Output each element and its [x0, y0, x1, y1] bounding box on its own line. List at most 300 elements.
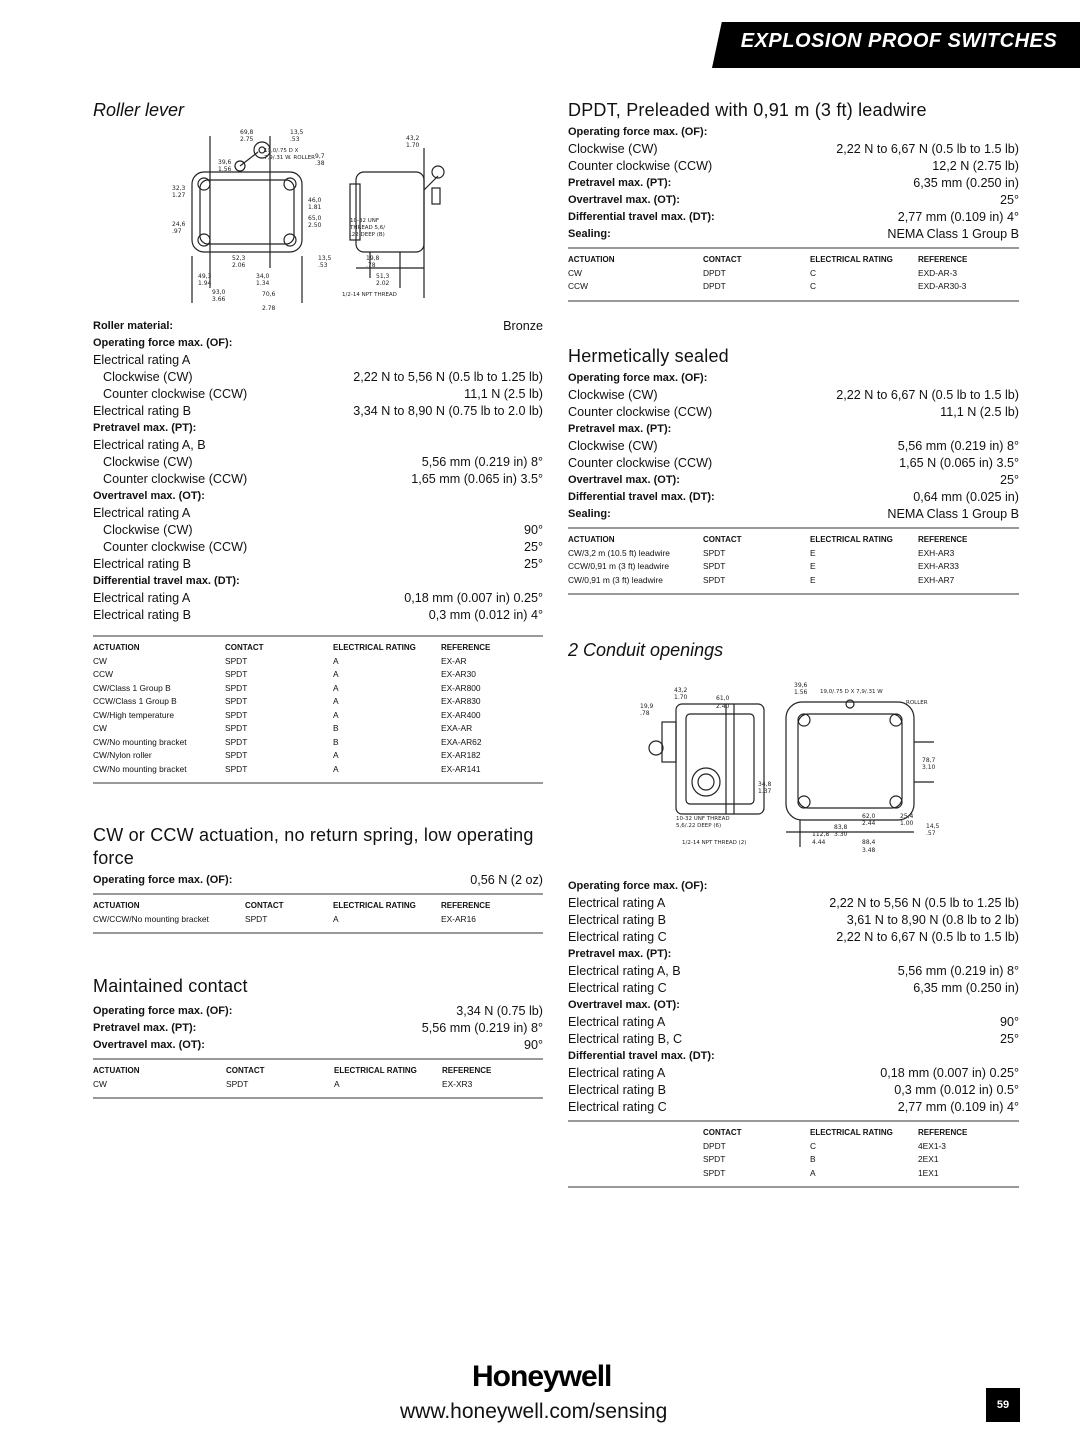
spec-row — [568, 175, 1019, 192]
col-reference: REFERENCE — [441, 901, 491, 910]
spec-row — [93, 386, 543, 403]
svg-text:1.56: 1.56 — [218, 166, 232, 173]
table-cell: A — [333, 750, 339, 760]
spec-row — [93, 369, 543, 386]
svg-text:2.40: 2.40 — [716, 703, 730, 710]
svg-text:.78: .78 — [366, 262, 376, 269]
table-cell: CW/No mounting bracket — [93, 763, 187, 774]
table-cell: CW/High temperature — [93, 709, 174, 720]
header-banner-title: EXPLOSION PROOF SWITCHES — [740, 30, 1058, 52]
spec-row — [93, 335, 543, 352]
table-row — [93, 655, 543, 669]
dpdt-table — [568, 247, 1019, 302]
spec-row — [568, 1082, 1019, 1099]
spec-value: 1,65 mm (0.065 in) 3.5° — [411, 472, 543, 486]
svg-text:43,2: 43,2 — [674, 687, 688, 694]
svg-text:.78: .78 — [640, 710, 650, 717]
table-row — [93, 695, 543, 709]
table-row — [93, 709, 543, 723]
section-title: DPDT, Preleaded with 0,91 m (3 ft) leadwire — [568, 100, 927, 120]
spec-label: Clockwise (CW) — [103, 370, 193, 384]
table-cell: EXH-AR7 — [918, 574, 955, 585]
spec-label: Sealing: — [568, 228, 611, 240]
col-reference: REFERENCE — [441, 643, 491, 652]
col-reference: REFERENCE — [918, 535, 968, 544]
table-cell: SPDT — [225, 750, 248, 760]
maintained-table — [93, 1058, 543, 1099]
col-rating: ELECTRICAL RATING — [810, 1128, 893, 1137]
spec-label: Clockwise (CW) — [103, 455, 193, 469]
table-cell: EX-AR830 — [441, 696, 481, 706]
table-header — [568, 253, 1019, 267]
spec-row — [93, 1020, 543, 1037]
svg-text:THREAD 5,6/: THREAD 5,6/ — [350, 225, 386, 231]
spec-label: Operating force max. (OF): — [568, 126, 708, 138]
spec-label: Operating force max. (OF): — [568, 372, 708, 384]
spec-label: Overtravel max. (OT): — [568, 999, 680, 1011]
table-cell: C — [810, 281, 817, 291]
spec-label: Pretravel max. (PT): — [93, 422, 197, 434]
spec-label: Differential travel max. (DT): — [568, 1050, 715, 1062]
table-cell: A — [333, 763, 339, 774]
spec-label: Electrical rating C — [568, 1100, 667, 1114]
spec-row — [93, 505, 543, 522]
col-actuation: ACTUATION — [93, 1066, 140, 1075]
spec-value: 2,22 N to 6,67 N (0.5 lb to 1.5 lb) — [836, 142, 1019, 156]
spec-value: 11,1 N (2.5 lb) — [464, 387, 543, 401]
svg-text:112,8: 112,8 — [812, 831, 830, 838]
spec-value: 90° — [523, 523, 543, 537]
spec-row — [568, 209, 1019, 226]
svg-text:93,0: 93,0 — [212, 289, 226, 296]
spec-label: Counter clockwise (CCW) — [103, 540, 248, 554]
svg-text:88,4: 88,4 — [862, 839, 876, 846]
table-cell: C — [810, 267, 817, 278]
spec-value: 0,3 mm (0.012 in) 4° — [428, 608, 543, 622]
spec-label: Operating force max. (OF): — [93, 1005, 233, 1017]
spec-row — [93, 556, 543, 573]
svg-text:1.94: 1.94 — [198, 280, 212, 287]
svg-text:1.34: 1.34 — [256, 280, 270, 287]
spec-label: Electrical rating A — [568, 1015, 666, 1029]
spec-label: Electrical rating B — [568, 1083, 666, 1097]
spec-row — [568, 895, 1019, 912]
table-cell: C — [810, 1140, 817, 1151]
table-cell: CW — [93, 655, 107, 666]
spec-row — [93, 352, 543, 369]
spec-row — [568, 455, 1019, 472]
spec-label: Counter clockwise (CCW) — [568, 159, 713, 173]
svg-text:3.10: 3.10 — [922, 764, 936, 771]
roller-lever-section — [93, 100, 543, 121]
table-header — [93, 1064, 543, 1078]
spec-row — [568, 997, 1019, 1014]
spec-row — [568, 946, 1019, 963]
table-rule-bottom — [568, 1186, 1019, 1188]
col-contact: CONTACT — [703, 255, 742, 264]
svg-text:7,9/.31 W. ROLLER: 7,9/.31 W. ROLLER — [264, 155, 315, 161]
table-header — [93, 899, 543, 913]
table-cell: CCW — [568, 281, 589, 291]
svg-text:1/2-14 NPT THREAD: 1/2-14 NPT THREAD — [342, 292, 397, 298]
spec-value: 3,34 N to 8,90 N (0.75 lb to 2.0 lb) — [353, 404, 543, 418]
spec-row — [568, 404, 1019, 421]
table-cell: SPDT — [226, 1078, 249, 1089]
spec-row — [568, 1031, 1019, 1048]
svg-text:1.00: 1.00 — [900, 820, 914, 827]
table-rule-bottom — [93, 782, 543, 784]
table-row — [568, 560, 1019, 574]
svg-text:69,8: 69,8 — [240, 129, 254, 136]
spec-row — [93, 471, 543, 488]
table-cell: B — [333, 736, 339, 747]
table-cell: EX-AR182 — [441, 750, 481, 760]
table-cell: CW — [93, 723, 107, 733]
spec-value: 3,34 N (0.75 lb) — [456, 1004, 543, 1018]
table-cell: EX-AR16 — [441, 913, 476, 924]
svg-text:51,3: 51,3 — [376, 273, 390, 280]
spec-value: 0,18 mm (0.007 in) 0.25° — [880, 1066, 1019, 1080]
svg-text:2.44: 2.44 — [862, 820, 876, 827]
table-cell: A — [334, 1078, 340, 1089]
table-rule-top — [93, 1058, 543, 1060]
spec-row — [93, 522, 543, 539]
spec-value: 2,22 N to 5,56 N (0.5 lb to 1.25 lb) — [829, 896, 1019, 910]
cw-ccw-table — [93, 893, 543, 934]
svg-text:43,2: 43,2 — [406, 135, 420, 142]
table-cell: SPDT — [703, 561, 726, 571]
spec-label: Electrical rating A, B — [568, 964, 681, 978]
spec-value: 1,65 N (0.065 in) 3.5° — [899, 456, 1019, 470]
table-cell: CW/No mounting bracket — [93, 736, 187, 747]
spec-row — [568, 158, 1019, 175]
svg-text:62,0: 62,0 — [862, 813, 876, 820]
table-cell: SPDT — [225, 682, 248, 693]
svg-text:1.56: 1.56 — [794, 689, 808, 696]
cw-ccw-section — [93, 824, 543, 934]
col-blank — [568, 1126, 703, 1140]
spec-label: Roller material: — [93, 320, 174, 332]
hermetic-section — [568, 346, 1019, 595]
spec-label: Clockwise (CW) — [568, 439, 658, 453]
table-cell: A — [333, 655, 339, 666]
svg-text:19,0/.75 D X: 19,0/.75 D X — [264, 148, 299, 154]
table-cell: A — [333, 709, 339, 720]
spec-label: Electrical rating A — [93, 591, 191, 605]
table-row — [93, 763, 543, 777]
col-contact: CONTACT — [703, 1128, 742, 1137]
page-number: 59 — [986, 1388, 1020, 1422]
svg-text:83,8: 83,8 — [834, 824, 848, 831]
spec-value: 25° — [999, 193, 1019, 207]
spec-value: 2,22 N to 5,56 N (0.5 lb to 1.25 lb) — [353, 370, 543, 384]
col-contact: CONTACT — [226, 1066, 265, 1075]
svg-text:.53: .53 — [318, 262, 328, 269]
table-cell: A — [333, 682, 339, 693]
table-row — [568, 574, 1019, 588]
table-row — [568, 1167, 1019, 1181]
table-cell: A — [333, 696, 339, 706]
spec-label: Counter clockwise (CCW) — [568, 456, 713, 470]
spec-row — [568, 506, 1019, 523]
spec-value: 25° — [523, 557, 543, 571]
spec-row — [568, 963, 1019, 980]
table-cell: A — [810, 1167, 816, 1178]
svg-text:3.48: 3.48 — [862, 847, 876, 854]
table-cell: CW/Nylon roller — [93, 750, 152, 760]
table-row — [93, 722, 543, 736]
table-cell: B — [810, 1154, 816, 1164]
table-cell: SPDT — [225, 709, 248, 720]
spec-value: 11,1 N (2.5 lb) — [940, 405, 1019, 419]
table-cell: DPDT — [703, 267, 726, 278]
spec-label: Operating force max. (OF): — [93, 337, 233, 349]
svg-text:9,7: 9,7 — [315, 153, 325, 160]
svg-text:13,5: 13,5 — [290, 129, 304, 136]
table-rule-top — [93, 635, 543, 637]
hermetic-table — [568, 527, 1019, 595]
svg-text:.97: .97 — [172, 228, 182, 235]
svg-text:24,6: 24,6 — [172, 221, 186, 228]
honeywell-logo: Honeywell — [472, 1360, 612, 1393]
table-rule-top — [568, 247, 1019, 249]
table-rule-bottom — [568, 593, 1019, 595]
svg-text:70,6: 70,6 — [262, 291, 276, 298]
table-cell: EX-AR400 — [441, 709, 481, 720]
table-header — [568, 533, 1019, 547]
spec-value: NEMA Class 1 Group B — [887, 507, 1019, 521]
spec-value: 0,3 mm (0.012 in) 0.5° — [894, 1083, 1019, 1097]
svg-text:1.70: 1.70 — [674, 694, 688, 701]
col-reference: REFERENCE — [442, 1066, 492, 1075]
spec-row — [93, 454, 543, 471]
col-contact: CONTACT — [703, 535, 742, 544]
table-cell: CCW/0,91 m (3 ft) leadwire — [568, 561, 669, 571]
table-row — [568, 1140, 1019, 1154]
spec-value: Bronze — [503, 319, 543, 333]
svg-text:5,6/.22 DEEP (6): 5,6/.22 DEEP (6) — [676, 823, 722, 829]
table-cell — [568, 1167, 703, 1181]
spec-value: 5,56 mm (0.219 in) 8° — [897, 964, 1019, 978]
table-cell: E — [810, 574, 816, 585]
spec-row — [93, 590, 543, 607]
table-row — [568, 280, 1019, 294]
table-cell — [568, 1140, 703, 1154]
svg-text:4.44: 4.44 — [812, 839, 826, 846]
spec-row — [568, 387, 1019, 404]
spec-row — [568, 141, 1019, 158]
col-rating: ELECTRICAL RATING — [333, 643, 416, 652]
table-row — [93, 668, 543, 682]
col-rating: ELECTRICAL RATING — [334, 1066, 417, 1075]
spec-label: Sealing: — [568, 508, 611, 520]
svg-text:49,3: 49,3 — [198, 273, 212, 280]
spec-row — [93, 607, 543, 624]
spec-row — [568, 226, 1019, 243]
table-cell: CW/3,2 m (10.5 ft) leadwire — [568, 547, 670, 558]
col-actuation: ACTUATION — [93, 643, 140, 652]
spec-label: Pretravel max. (PT): — [568, 948, 672, 960]
spec-row — [568, 421, 1019, 438]
footer-url-link[interactable]: www.honeywell.com/sensing — [400, 1400, 668, 1423]
spec-row — [93, 318, 543, 335]
col-rating: ELECTRICAL RATING — [810, 535, 893, 544]
table-cell: EXH-AR33 — [918, 561, 959, 571]
svg-text:52,3: 52,3 — [232, 255, 246, 262]
table-cell: E — [810, 547, 816, 558]
table-cell: CW/CCW/No mounting bracket — [93, 913, 209, 924]
svg-text:34,8: 34,8 — [758, 781, 772, 788]
spec-value: 0,18 mm (0.007 in) 0.25° — [404, 591, 543, 605]
spec-value: 90° — [523, 1038, 543, 1052]
table-rule-bottom — [93, 1097, 543, 1099]
spec-label: Electrical rating B — [568, 913, 666, 927]
spec-value: 0,64 mm (0.025 in) — [913, 490, 1019, 504]
section-title: Hermetically sealed — [568, 346, 729, 366]
spec-label: Counter clockwise (CCW) — [568, 405, 713, 419]
table-cell: SPDT — [703, 574, 726, 585]
spec-row — [568, 489, 1019, 506]
spec-row — [568, 878, 1019, 895]
spec-row — [568, 124, 1019, 141]
spec-value: 2,77 mm (0.109 in) 4° — [897, 1100, 1019, 1114]
spec-label: Overtravel max. (OT): — [568, 474, 680, 486]
dpdt-section — [568, 100, 1019, 302]
table-cell: B — [333, 723, 339, 733]
spec-value: 5,56 mm (0.219 in) 8° — [421, 455, 543, 469]
section-title: CW or CCW actuation, no return spring, low operating force — [93, 825, 534, 868]
svg-text:25,4: 25,4 — [900, 813, 914, 820]
spec-value: 25° — [523, 540, 543, 554]
spec-row — [568, 1048, 1019, 1065]
spec-row — [568, 472, 1019, 489]
table-row — [568, 1153, 1019, 1167]
spec-row — [568, 929, 1019, 946]
svg-text:1.70: 1.70 — [406, 142, 420, 149]
table-rule-bottom — [93, 932, 543, 934]
svg-text:39,6: 39,6 — [218, 159, 232, 166]
table-row — [93, 913, 543, 927]
svg-text:.38: .38 — [315, 160, 325, 167]
table-cell: CW — [568, 267, 582, 278]
svg-text:1.27: 1.27 — [172, 192, 186, 199]
table-cell: EXD-AR30-3 — [918, 281, 967, 291]
col-reference: REFERENCE — [918, 255, 968, 264]
table-header — [93, 641, 543, 655]
spec-value: 6,35 mm (0.250 in) — [913, 981, 1019, 995]
conduit-section — [568, 640, 1019, 661]
table-cell: SPDT — [245, 913, 268, 924]
spec-value: 5,56 mm (0.219 in) 8° — [421, 1021, 543, 1035]
roller-lever-table — [93, 635, 543, 784]
spec-row — [93, 872, 543, 889]
table-cell: EXA-AR62 — [441, 736, 482, 747]
svg-text:46,0: 46,0 — [308, 197, 322, 204]
spec-row — [568, 370, 1019, 387]
spec-label: Clockwise (CW) — [103, 523, 193, 537]
spec-row — [93, 420, 543, 437]
spec-value: 25° — [999, 473, 1019, 487]
spec-row — [568, 1065, 1019, 1082]
table-cell: EXD-AR-3 — [918, 267, 958, 278]
table-cell: EX-AR800 — [441, 682, 481, 693]
svg-text:1.37: 1.37 — [758, 788, 772, 795]
svg-text:1/2-14 NPT THREAD (2): 1/2-14 NPT THREAD (2) — [682, 840, 747, 846]
spec-value: 90° — [999, 1015, 1019, 1029]
spec-row — [93, 437, 543, 454]
spec-row — [93, 1003, 543, 1020]
svg-text:65,0: 65,0 — [308, 215, 322, 222]
svg-text:14,5: 14,5 — [926, 823, 940, 830]
spec-label: Overtravel max. (OT): — [93, 490, 205, 502]
svg-text:3.30: 3.30 — [834, 831, 848, 838]
col-actuation: ACTUATION — [93, 901, 140, 910]
spec-row — [568, 438, 1019, 455]
table-cell: EX-AR30 — [441, 669, 476, 679]
spec-row — [93, 488, 543, 505]
table-cell: SPDT — [225, 669, 248, 679]
table-cell: CCW/Class 1 Group B — [93, 696, 177, 706]
table-row — [93, 1078, 543, 1092]
svg-text:.57: .57 — [926, 830, 936, 837]
svg-text:10-32 UNF THREAD: 10-32 UNF THREAD — [676, 816, 730, 822]
col-contact: CONTACT — [225, 643, 264, 652]
spec-label: Electrical rating C — [568, 930, 667, 944]
table-cell: A — [333, 669, 339, 679]
spec-row — [568, 980, 1019, 997]
spec-value: 6,35 mm (0.250 in) — [913, 176, 1019, 190]
spec-value: 2,77 mm (0.109 in) 4° — [897, 210, 1019, 224]
maintained-contact-section — [93, 976, 543, 1099]
spec-label: Pretravel max. (PT): — [93, 1022, 197, 1034]
svg-text:13,5: 13,5 — [318, 255, 332, 262]
conduit-table — [568, 1120, 1019, 1188]
table-cell: EXA-AR — [441, 723, 473, 733]
table-cell: SPDT — [225, 696, 248, 706]
col-rating: ELECTRICAL RATING — [810, 255, 893, 264]
table-cell: SPDT — [703, 547, 726, 558]
svg-text:2.75: 2.75 — [240, 136, 254, 143]
roller-lever-drawing — [170, 128, 450, 318]
table-cell: EX-XR3 — [442, 1078, 473, 1089]
svg-text:78,7: 78,7 — [922, 757, 936, 764]
table-row — [93, 749, 543, 763]
spec-label: Operating force max. (OF): — [568, 880, 708, 892]
col-actuation: ACTUATION — [568, 255, 615, 264]
table-row — [93, 736, 543, 750]
spec-row — [93, 573, 543, 590]
section-title: Roller lever — [93, 100, 185, 120]
spec-label: Electrical rating A, B — [93, 438, 206, 452]
spec-row — [568, 1099, 1019, 1116]
col-rating: ELECTRICAL RATING — [333, 901, 416, 910]
section-title: Maintained contact — [93, 976, 248, 996]
spec-label: Counter clockwise (CCW) — [103, 472, 248, 486]
table-cell: SPDT — [225, 763, 248, 774]
svg-text:19,8: 19,8 — [366, 255, 380, 262]
table-cell: EXH-AR3 — [918, 547, 955, 558]
svg-text:1.81: 1.81 — [308, 204, 322, 211]
svg-text:.22 DEEP (B): .22 DEEP (B) — [350, 232, 385, 238]
spec-label: Overtravel max. (OT): — [93, 1039, 205, 1051]
spec-value: 12,2 N (2.75 lb) — [932, 159, 1019, 173]
spec-label: Electrical rating B — [93, 404, 191, 418]
spec-label: Electrical rating A — [568, 896, 666, 910]
spec-label: Differential travel max. (DT): — [568, 211, 715, 223]
col-actuation: ACTUATION — [568, 535, 615, 544]
svg-text:2.02: 2.02 — [376, 280, 390, 287]
spec-value: 2,22 N to 6,67 N (0.5 lb to 1.5 lb) — [836, 388, 1019, 402]
